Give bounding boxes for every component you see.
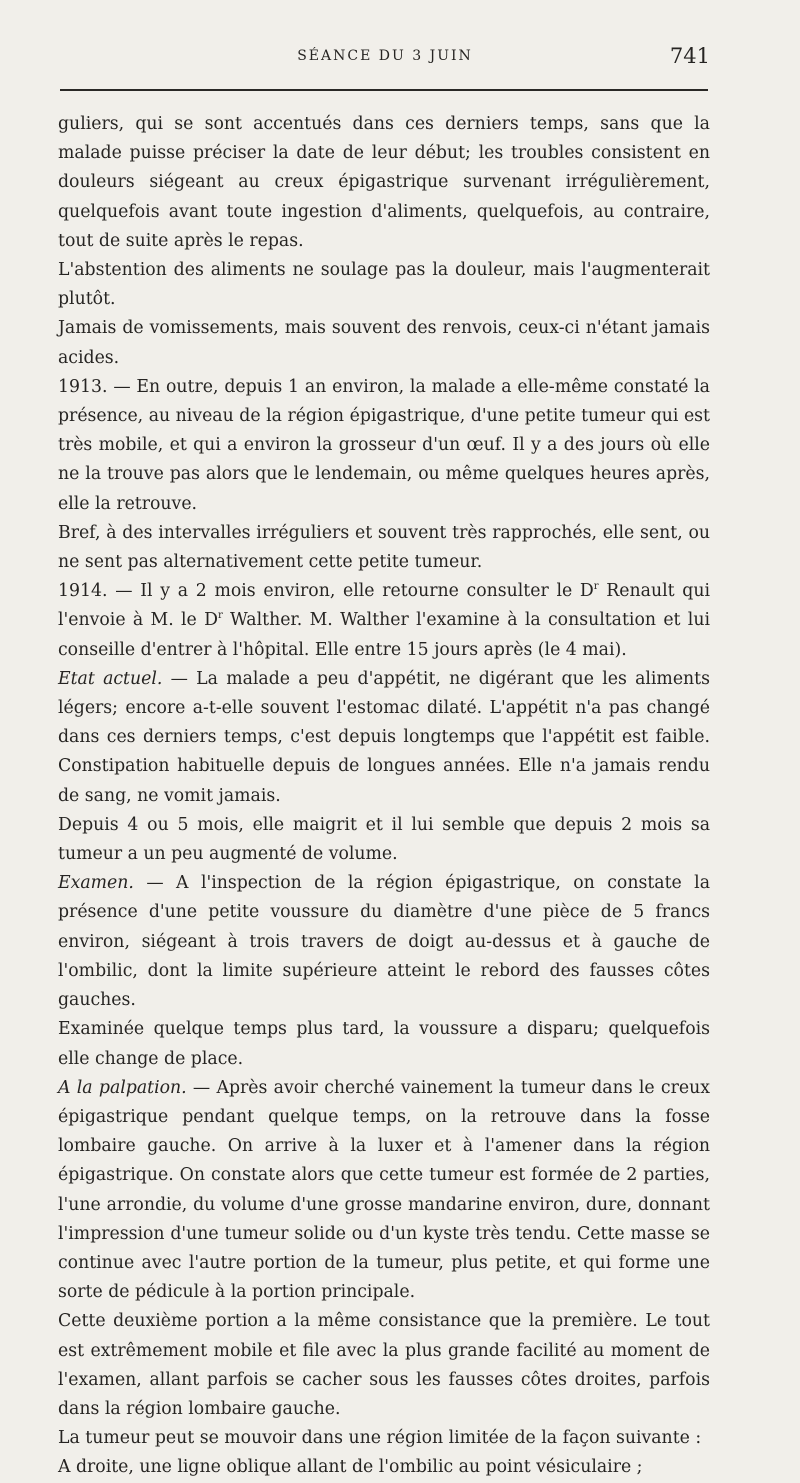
paragraph-6-pre: 1914. — Il y a 2 mois environ, elle retourne consulter le D	[58, 581, 594, 602]
paragraph-14: A droite, une ligne oblique allant de l'ombilic au point vésiculaire ;	[58, 1457, 643, 1478]
paragraph-10: Examinée quelque temps plus tard, la voussure a disparu; quelquefois elle change de place.	[58, 1019, 710, 1069]
paragraph-1: guliers, qui se sont accentués dans ces derniers temps, sans que la malade puisse préciser la date de leur début; les troubles consistent en douleurs siégeant au creux épigastrique survenant irrégulièrement, quelquefois avant toute ingestion d'aliments, quelquefois, au contraire, tout de suite après le repas.	[58, 114, 710, 251]
section-lead-examen: Examen.	[58, 873, 134, 894]
paragraph-6-post: Walther. M. Walther l'examine à la consultation et lui conseille d'entrer à l'hôpital. Elle entre 15 jours après (le 4 mai).	[58, 610, 710, 660]
paragraph-5: Bref, à des intervalles irréguliers et souvent très rapprochés, elle sent, ou ne sent pas alternativement cette petite tumeur.	[58, 522, 710, 573]
paragraph-7	[58, 665, 710, 811]
paragraph-11-text: — Après avoir cherché vainement la tumeur dans le creux épigastrique pendant quelque temps, on la retrouve dans la fosse lombaire gauche. On arrive à la luxer et à l'amener dans la région épigastrique. On constate alors que cette tumeur est formée de 2 parties, l'une arrondie, du volume d'une grosse mandarine environ, dure, donnant l'impression d'une tumeur solide ou d'un kyste très tendu. Cette masse se continue avec l'autre portion de la tumeur, plus petite, et qui forme une sorte de pédicule à la portion principale.	[58, 1077, 710, 1303]
page-header	[60, 44, 710, 84]
page-number: 741	[669, 44, 710, 68]
paragraph-3: Jamais de vomissements, mais souvent des renvois, ceux-ci n'étant jamais acides.	[58, 318, 710, 368]
superscript-r: r	[217, 610, 223, 622]
running-title: SÉANCE DU 3 JUIN	[297, 48, 473, 64]
section-lead-etat-actuel: Etat actuel.	[58, 668, 163, 689]
paragraph-9-text: — A l'inspection de la région épigastrique, on constate la présence d'une petite voussure du diamètre d'une pièce de 5 francs environ, siégeant à trois travers de doigt au-dessus et à gauche de l'ombilic, dont la limite supérieure atteint le rebord des fausses côtes gauches.	[58, 873, 710, 1011]
section-lead-palpation: A la palpation.	[58, 1077, 187, 1098]
paragraph-4: 1913. — En outre, depuis 1 an environ, la malade a elle-même constaté la présence, au niveau de la région épigastrique, d'une petite tumeur qui est très mobile, et qui a environ la grosseur d'un œuf. Il y a des jours où elle ne la trouve pas alors que le lendemain, ou même quelques heures après, elle la retrouve.	[58, 376, 710, 514]
paragraph-8: Depuis 4 ou 5 mois, elle maigrit et il lui semble que depuis 2 mois sa tumeur a un peu augmenté de volume.	[58, 814, 710, 865]
paragraph-7-text: — La malade a peu d'appétit, ne digérant que les aliments légers; encore a-t-elle souvent l'estomac dilaté. L'appétit n'a pas changé dans ces derniers temps, c'est depuis longtemps que l'appétit est faible. Constipation habituelle depuis de longues années. Elle n'a jamais rendu de sang, ne vomit jamais.	[58, 668, 710, 806]
paragraph-12: Cette deuxième portion a la même consistance que la première. Le tout est extrêmement mobile et file avec la plus grande facilité au moment de l'examen, allant parfois se cacher sous les fausses côtes droites, parfois dans la région lombaire gauche.	[58, 1311, 710, 1419]
paragraph-13: La tumeur peut se mouvoir dans une région limitée de la façon suivante :	[58, 1428, 702, 1449]
paragraph-11	[58, 1074, 710, 1308]
superscript-r: r	[593, 581, 599, 593]
paragraph-2: L'abstention des aliments ne soulage pas la douleur, mais l'augmenterait plutôt.	[58, 260, 710, 310]
paragraph-6-mid: Renault qui l'envoie à M. le D	[58, 581, 710, 631]
body-text	[58, 110, 710, 1483]
paragraph-9	[58, 869, 710, 1015]
paragraph-6	[58, 577, 710, 665]
header-rule	[60, 89, 708, 91]
